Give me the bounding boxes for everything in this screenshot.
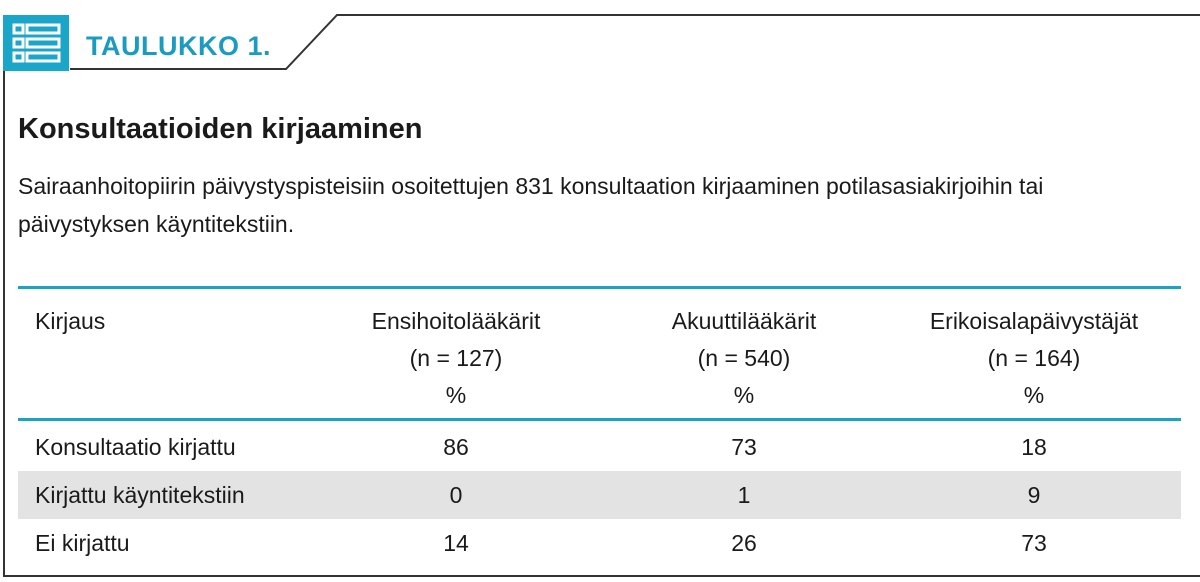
table-row: [18, 471, 1181, 519]
table-tab-label: TAULUKKO 1.: [86, 31, 271, 61]
table-list-icon: [3, 15, 69, 71]
table-cell: 14: [443, 530, 469, 556]
table-title: Konsultaatioiden kirjaaminen: [18, 113, 423, 145]
column-header-kirjaus: Kirjaus: [35, 308, 106, 334]
column-header-erikoisalapaivystajat: Erikoisalapäivystäjät (n = 164) %: [929, 308, 1139, 408]
table-cell: 73: [1021, 530, 1047, 556]
column-header-akuuttilaakarit: Akuuttilääkärit (n = 540) %: [671, 308, 817, 408]
frame-bottom-border: [3, 575, 1200, 577]
table-row: [18, 519, 1181, 567]
table-cell: 1: [737, 482, 751, 508]
row-label: Kirjattu käyntitekstiin: [35, 482, 245, 508]
row-label: Ei kirjattu: [35, 530, 130, 556]
frame-left-border: [3, 70, 5, 577]
table-cell: 86: [443, 434, 469, 460]
table-top-rule: [18, 286, 1181, 289]
column-header-ensihoitolaakarit: Ensihoitolääkärit (n = 127) %: [371, 308, 541, 408]
table-row: [18, 423, 1181, 471]
table-cell: 26: [731, 530, 757, 556]
table-cell: 73: [731, 434, 757, 460]
table-cell: 18: [1021, 434, 1047, 460]
table-cell: 0: [449, 482, 463, 508]
table-header-rule: [18, 418, 1181, 421]
table-description: Sairaanhoitopiirin päivystyspisteisiin osoitettujen 831 konsultaation kirjaaminen potilasasiakirjoihin tai päivystyksen käyntitekstiin.: [18, 173, 1044, 237]
row-label: Konsultaatio kirjattu: [35, 434, 236, 460]
table-cell: 9: [1027, 482, 1041, 508]
